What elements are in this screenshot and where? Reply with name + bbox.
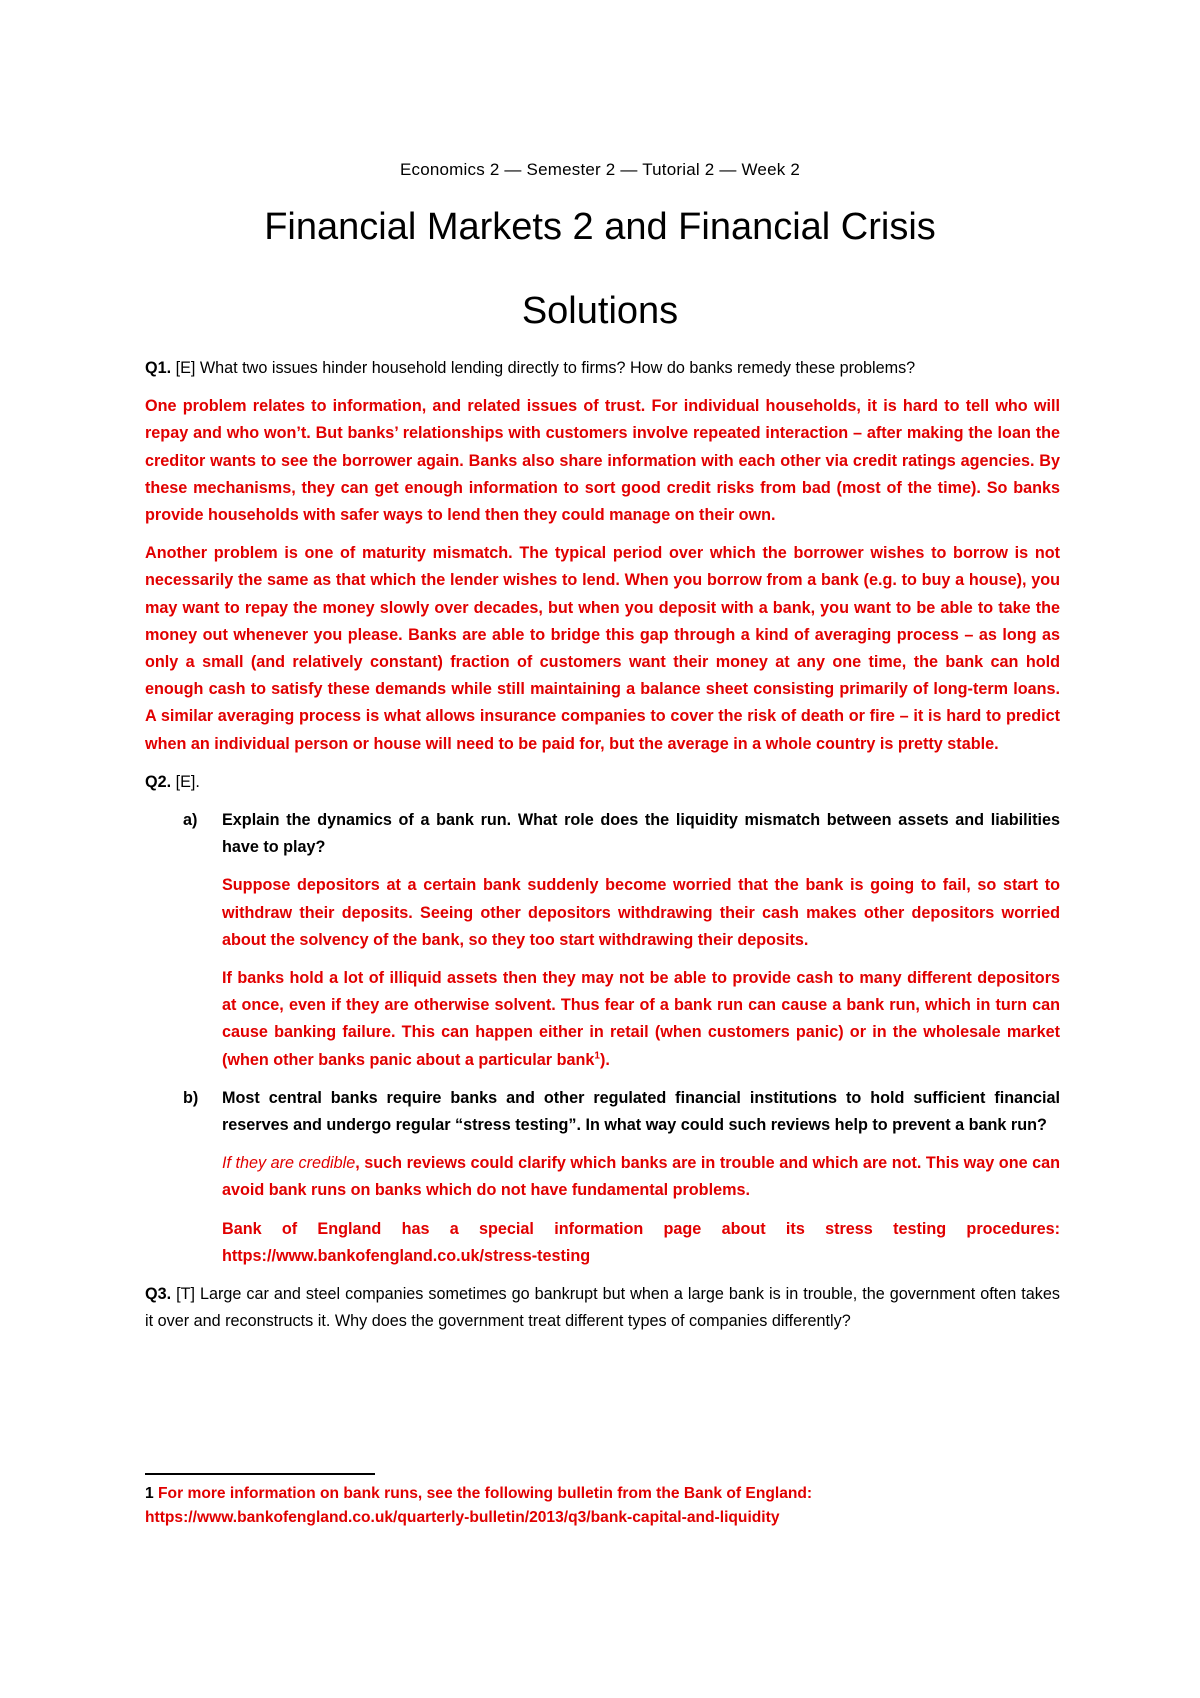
q2-tag: [E]. [171,772,200,791]
footnote-text: For more information on bank runs, see the following bulletin from the Bank of England: [153,1485,813,1502]
q3-label: Q3. [145,1285,172,1304]
q2a-answer-paragraph-1: Suppose depositors at a certain bank suddenly become worried that the bank is going to fail, so start to withdraw their deposits. Seeing other depositors withdrawing their cash makes other depositors worried about the solvency of the bank, so they too start withdrawing their deposits. [222,876,1060,949]
footnote-divider [145,1473,375,1475]
q1-answer-paragraph-2: Another problem is one of maturity mismatch. The typical period over which the borrower wishes to borrow is not necessarily the same as that which the lender wishes to lend. When you borrow from a bank (e.g. to buy a house), you may want to repay the money slowly over decades, but when you deposit with a bank, you want to be able to take the money out whenever you please. Banks are able to bridge this gap through a kind of averaging process – as long as only a small (and relatively constant) fraction of customers want their money at any one time, the bank can hold enough cash to satisfy these demands while still maintaining a balance sheet consisting primarily of long-term loans. A similar averaging process is what allows insurance companies to cover the risk of death or fire – it is hard to predict when an individual person or house will need to be paid for, but the average in a whole country is pretty stable. [145,544,1060,753]
q2b-answer-paragraph-2 [145,1216,1060,1270]
q2b-question: Most central banks require banks and other regulated financial institutions to hold sufficient financial reserves and undergo regular “stress testing”. In what way could such reviews help to prevent a bank run? [222,1088,1060,1135]
q2b-letter: b) [183,1088,199,1107]
q3-question-text: [T] Large car and steel companies sometimes go bankrupt but when a large bank is in trouble, the government often takes it over and reconstructs it. Why does the government treat different types of companies differently? [145,1285,1060,1331]
document-subtitle: Solutions [521,290,679,332]
q2a-letter: a) [183,811,198,830]
footnote-link[interactable]: https://www.bankofengland.co.uk/quarterly-bulletin/2013/q3/bank-capital-and-liquidity [145,1509,780,1526]
stress-testing-link[interactable]: https://www.bankofengland.co.uk/stress-testing [222,1246,591,1265]
q2-label: Q2. [145,772,172,791]
q2a-answer-text: If banks hold a lot of illiquid assets then they may not be able to provide cash to many different depositors at once, even if they are otherwise solvent. Thus fear of a bank run can cause a bank run, which in turn can cause banking failure. This can happen either in retail (when customers panic) or in the wholesale market (when other banks panic about a particular bank [222,969,1060,1069]
footnote-reference[interactable]: 1 [594,1050,600,1062]
q2b-answer-text: , such reviews could clarify which banks are in trouble and which are not. This way one can avoid bank runs on banks which do not have fundamental problems. [222,1154,1060,1200]
footnote-number: 1 [145,1485,154,1502]
q2b-answer-paragraph-1 [145,1150,1060,1204]
document-title: Financial Markets 2 and Financial Crisis [264,206,936,248]
q3-question [145,1281,1060,1335]
q2a-question: Explain the dynamics of a bank run. What role does the liquidity mismatch between assets and liabilities have to play? [222,811,1060,857]
course-header: Economics 2 — Semester 2 — Tutorial 2 — Week 2 [399,160,801,179]
q1-question [145,355,1060,382]
q2-question [145,769,1060,796]
q2b-answer-text-2: Bank of England has a special information page about its stress testing procedures: [222,1219,1060,1238]
q2a-answer-paragraph-2 [145,965,1060,1074]
q1-answer-paragraph-1: One problem relates to information, and related issues of trust. For individual households, it is hard to tell who will repay and who won’t. But banks’ relationships with customers involve repeated interaction – after making the loan the creditor wants to see the borrower again. Banks also share information with each other via credit ratings agencies. By these mechanisms, they can get enough information to sort good credit risks from bad (most of the time). So banks provide households with safer ways to lend then they could manage on their own. [145,397,1060,525]
q1-label: Q1. [145,359,172,377]
q2b-answer-italic: If they are credible [222,1154,356,1173]
q2a-answer-end: ). [599,1050,610,1069]
q2b-item [145,1085,1060,1139]
document-body [145,355,1060,1336]
q2a-item [145,807,1060,861]
q1-question-text: [E] What two issues hinder household lending directly to firms? How do banks remedy these problems? [171,359,916,377]
footnote [145,1482,1060,1530]
